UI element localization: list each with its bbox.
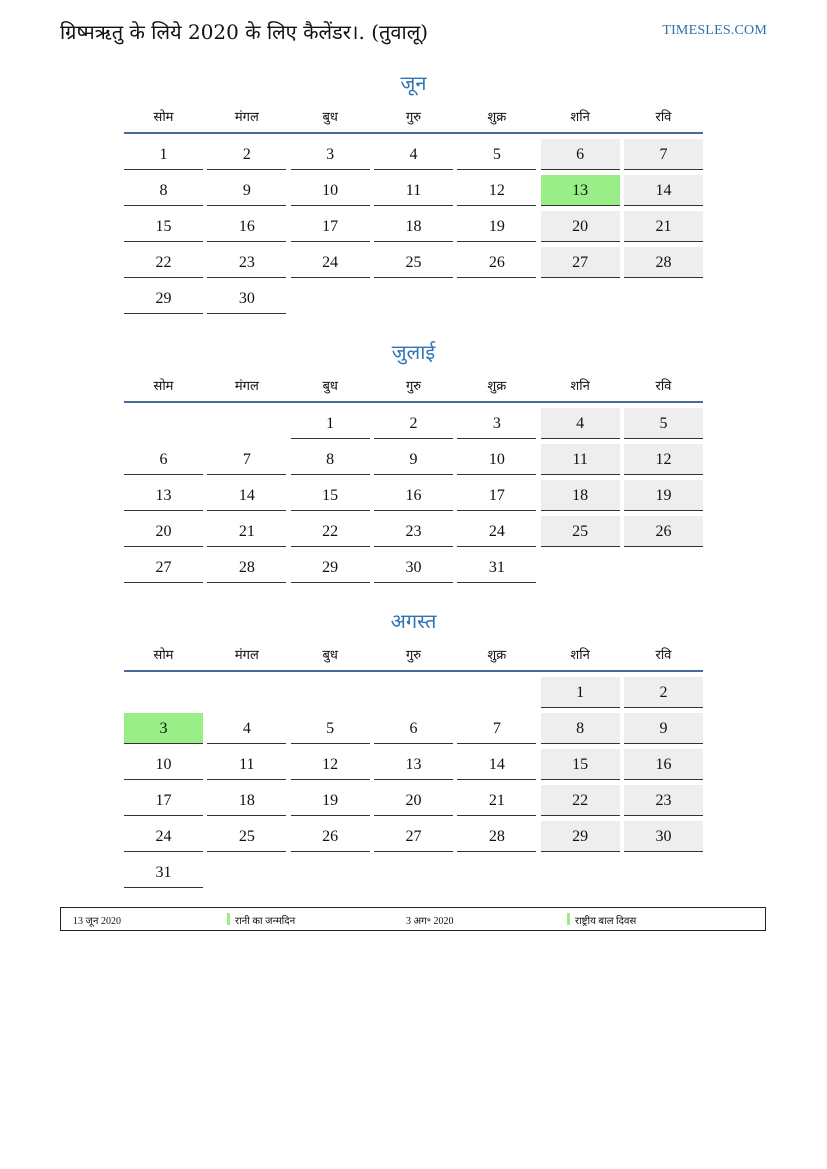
day-cell[interactable]: 23 (624, 785, 703, 816)
weekday-label: शुक्र (487, 648, 507, 663)
day-cell[interactable]: 1 (541, 677, 620, 708)
day-cell[interactable]: 29 (541, 821, 620, 852)
day-cell[interactable]: 8 (541, 713, 620, 744)
weekday-label: गुरु (405, 110, 422, 125)
day-cell[interactable]: 22 (541, 785, 620, 816)
day-cell[interactable]: 5 (624, 408, 703, 439)
day-cell[interactable]: 16 (374, 480, 453, 511)
day-cell[interactable]: 13 (124, 480, 203, 511)
day-cell[interactable]: 1 (124, 139, 203, 170)
day-cell[interactable]: 31 (457, 552, 536, 583)
weekday-label: शनि (570, 379, 590, 394)
weekday-label: शनि (570, 110, 590, 125)
day-cell[interactable]: 14 (457, 749, 536, 780)
day-cell[interactable]: 7 (457, 713, 536, 744)
day-grid (124, 408, 703, 583)
day-cell[interactable]: 7 (624, 139, 703, 170)
empty-cell (374, 677, 453, 708)
day-cell[interactable]: 2 (207, 139, 286, 170)
weekday-header (124, 369, 703, 403)
day-cell[interactable]: 11 (541, 444, 620, 475)
weekday-label: सोम (153, 379, 174, 394)
day-cell[interactable]: 20 (124, 516, 203, 547)
legend-date: 3 अग॰ 2020 (406, 916, 454, 927)
day-cell[interactable]: 27 (124, 552, 203, 583)
weekday-label: गुरु (405, 648, 422, 663)
weekday-label: मंगल (234, 379, 259, 394)
day-cell[interactable]: 3 (457, 408, 536, 439)
day-cell[interactable]: 18 (541, 480, 620, 511)
weekday-label: शुक्र (487, 379, 507, 394)
holiday-marker-icon (227, 913, 230, 925)
holiday-marker-icon (567, 913, 570, 925)
day-cell[interactable]: 29 (124, 283, 203, 314)
day-cell[interactable]: 10 (291, 175, 370, 206)
weekday-label: बुध (322, 110, 338, 125)
day-cell[interactable]: 24 (457, 516, 536, 547)
day-cell[interactable]: 10 (457, 444, 536, 475)
day-cell[interactable]: 20 (374, 785, 453, 816)
day-cell[interactable]: 19 (624, 480, 703, 511)
day-cell[interactable]: 21 (624, 211, 703, 242)
day-cell[interactable]: 3 (291, 139, 370, 170)
month-august (124, 606, 703, 888)
day-cell[interactable]: 25 (374, 247, 453, 278)
day-cell[interactable]: 4 (541, 408, 620, 439)
day-cell[interactable]: 12 (291, 749, 370, 780)
day-cell[interactable]: 6 (541, 139, 620, 170)
day-cell[interactable]: 28 (457, 821, 536, 852)
weekday-label: रवि (655, 648, 672, 663)
day-cell[interactable]: 25 (207, 821, 286, 852)
day-cell[interactable]: 11 (207, 749, 286, 780)
day-cell[interactable]: 18 (207, 785, 286, 816)
weekday-label: मंगल (234, 648, 259, 663)
legend-date: 13 जून 2020 (73, 916, 121, 927)
day-cell[interactable]: 21 (457, 785, 536, 816)
day-cell[interactable]: 25 (541, 516, 620, 547)
month-june (124, 68, 703, 314)
day-cell[interactable]: 19 (457, 211, 536, 242)
weekday-label: गुरु (405, 379, 422, 394)
day-cell[interactable]: 22 (291, 516, 370, 547)
day-cell[interactable]: 28 (207, 552, 286, 583)
day-cell[interactable]: 22 (124, 247, 203, 278)
day-cell[interactable]: 9 (374, 444, 453, 475)
day-cell[interactable]: 1 (291, 408, 370, 439)
day-cell[interactable]: 26 (291, 821, 370, 852)
day-cell[interactable]: 13 (374, 749, 453, 780)
weekday-label: मंगल (234, 110, 259, 125)
weekday-label: सोम (153, 110, 174, 125)
weekday-header (124, 100, 703, 134)
day-cell[interactable]: 6 (374, 713, 453, 744)
day-cell[interactable]: 20 (541, 211, 620, 242)
day-cell[interactable]: 21 (207, 516, 286, 547)
month-title: अगस्त (390, 609, 437, 633)
day-cell[interactable]: 30 (207, 283, 286, 314)
day-cell[interactable]: 17 (457, 480, 536, 511)
legend-event: रानी का जन्मदिन (235, 916, 296, 927)
weekday-label: रवि (655, 379, 672, 394)
day-cell[interactable]: 18 (374, 211, 453, 242)
day-cell[interactable]: 8 (124, 175, 203, 206)
day-cell[interactable]: 28 (624, 247, 703, 278)
day-cell[interactable]: 29 (291, 552, 370, 583)
day-cell[interactable]: 24 (291, 247, 370, 278)
day-cell[interactable]: 17 (124, 785, 203, 816)
day-cell[interactable]: 23 (207, 247, 286, 278)
weekday-label: शनि (570, 648, 590, 663)
weekday-label: शुक्र (487, 110, 507, 125)
day-cell[interactable]: 16 (624, 749, 703, 780)
day-cell[interactable]: 19 (291, 785, 370, 816)
holiday-day-cell[interactable]: 3 (124, 713, 203, 744)
holiday-legend (60, 907, 766, 931)
page-title: ग्रिष्मऋतु के लिये 2020 के लिए कैलेंडर।. (तुवालू) (60, 20, 429, 44)
weekday-label: बुध (322, 648, 338, 663)
day-grid (124, 139, 703, 314)
day-cell[interactable]: 4 (207, 713, 286, 744)
day-cell[interactable]: 26 (457, 247, 536, 278)
day-cell[interactable]: 26 (624, 516, 703, 547)
day-cell[interactable]: 2 (374, 408, 453, 439)
day-cell[interactable]: 15 (124, 211, 203, 242)
weekday-label: बुध (322, 379, 338, 394)
empty-cell (124, 677, 203, 708)
day-cell[interactable]: 14 (624, 175, 703, 206)
day-cell[interactable]: 11 (374, 175, 453, 206)
day-cell[interactable]: 10 (124, 749, 203, 780)
day-cell[interactable]: 15 (541, 749, 620, 780)
day-cell[interactable]: 27 (374, 821, 453, 852)
day-cell[interactable]: 9 (624, 713, 703, 744)
month-july (124, 337, 703, 583)
day-grid (124, 677, 703, 888)
day-cell[interactable]: 9 (207, 175, 286, 206)
day-cell[interactable]: 30 (624, 821, 703, 852)
empty-cell (207, 677, 286, 708)
day-cell[interactable]: 16 (207, 211, 286, 242)
day-cell[interactable]: 8 (291, 444, 370, 475)
day-cell[interactable]: 17 (291, 211, 370, 242)
day-cell[interactable]: 6 (124, 444, 203, 475)
empty-cell (207, 408, 286, 439)
day-cell[interactable]: 5 (457, 139, 536, 170)
day-cell[interactable]: 12 (624, 444, 703, 475)
day-cell[interactable]: 30 (374, 552, 453, 583)
empty-cell (124, 408, 203, 439)
day-cell[interactable]: 15 (291, 480, 370, 511)
holiday-day-cell[interactable]: 13 (541, 175, 620, 206)
day-cell[interactable]: 12 (457, 175, 536, 206)
weekday-header (124, 638, 703, 672)
day-cell[interactable]: 7 (207, 444, 286, 475)
month-title: जून (400, 71, 427, 95)
day-cell[interactable]: 14 (207, 480, 286, 511)
day-cell[interactable]: 5 (291, 713, 370, 744)
weekday-label: रवि (655, 110, 672, 125)
day-cell[interactable]: 23 (374, 516, 453, 547)
legend-event: राष्ट्रीय बाल दिवस (575, 916, 637, 927)
empty-cell (291, 677, 370, 708)
month-title: जुलाई (391, 340, 436, 364)
weekday-label: सोम (153, 648, 174, 663)
day-cell[interactable]: 2 (624, 677, 703, 708)
day-cell[interactable]: 24 (124, 821, 203, 852)
site-link[interactable]: TIMESLES.COM (662, 23, 767, 38)
empty-cell (457, 677, 536, 708)
day-cell[interactable]: 27 (541, 247, 620, 278)
day-cell[interactable]: 31 (124, 857, 203, 888)
day-cell[interactable]: 4 (374, 139, 453, 170)
